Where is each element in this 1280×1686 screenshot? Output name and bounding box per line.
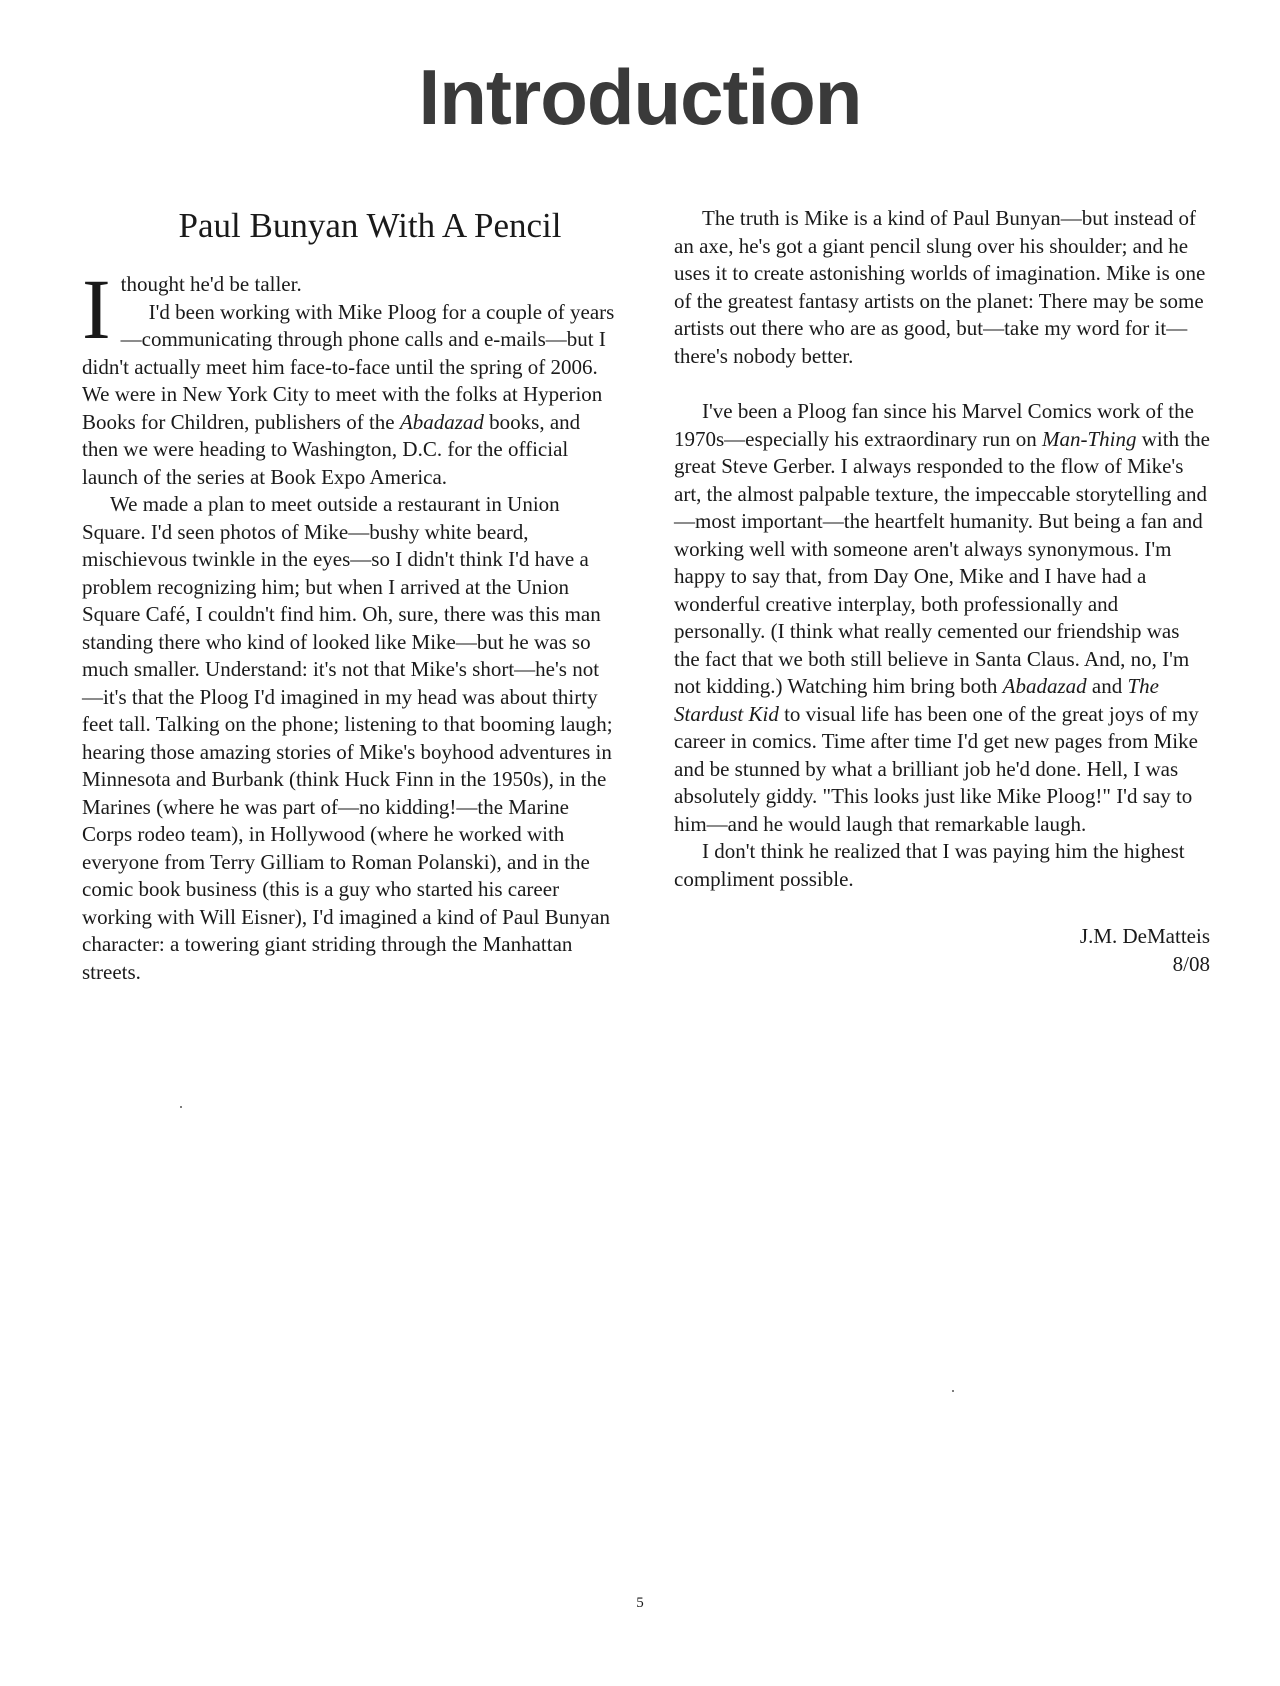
- paragraph-text: with the great Steve Gerber. I always responded to the flow of Mike's art, the almost palpable texture, the impeccable storytelling and—most important—the heartfelt humanity. But being a fan and working well with someone aren't always synonymous. I'm happy to say that, from Day One, Mike and I have had a wonderful creative interplay, both professionally and personally. (I think what really cemented our friendship was the fact that we both still believe in Santa Claus. And, no, I'm not kidding.) Watching him bring both: [674, 426, 1210, 698]
- page-title: Introduction: [418, 53, 862, 141]
- book-title: The Stardust Kid: [674, 674, 1159, 726]
- book-title: Abadazad: [1002, 674, 1087, 698]
- section-heading: Paul Bunyan With A Pencil: [178, 206, 562, 245]
- drop-cap: I: [82, 261, 111, 357]
- paragraph-text: books, and then we were heading to Washington, D.C. for the official launch of the series at Book Expo America.: [82, 409, 581, 489]
- signature: [674, 923, 1210, 978]
- paragraph-text: I'd been working with Mike Ploog for a couple of years—communicating through phone calls and e-mails—but I didn't actually meet him face-to-face until the spring of 2006. We were in New York City to meet with the folks at Hyperion Books for Children, publishers of the: [82, 299, 615, 434]
- scan-speck: [952, 1390, 954, 1392]
- author-name: J.M. DeMatteis: [1079, 924, 1210, 948]
- page-number: 5: [636, 1595, 644, 1611]
- book-title: Abadazad: [399, 409, 484, 434]
- paragraph-text: and: [1086, 674, 1128, 698]
- paragraph-text: to visual life has been one of the great joys of my career in comics. Time after time I'd get new pages from Mike and be stunned by what a brilliant job he'd done. Hell, I was absolutely giddy. "This looks just like Mike Ploog!" I'd say to him—and he would laugh that remarkable laugh.: [674, 701, 1199, 836]
- paragraph-ploog-fan: [674, 398, 1210, 838]
- right-column: [674, 205, 1210, 978]
- paragraph-truth: The truth is Mike is a kind of Paul Bunyan—but instead of an axe, he's got a giant pencil slung over his shoulder; and he uses it to create astonishing worlds of imagination. Mike is one of the greatest fantasy artists on the planet: There may be some artists out there who are as good, but—take my word for it—there's nobody better.: [674, 206, 1206, 368]
- paragraph-meeting: [82, 299, 618, 492]
- paragraph-union-square: We made a plan to meet outside a restaurant in Union Square. I'd seen photos of Mike—bushy white beard, mischievous twinkle in the eyes—so I didn't think I'd have a problem recognizing him; but when I arrived at the Union Square Café, I couldn't find him. Oh, sure, there was this man standing there who kind of looked like Mike—but he was so much smaller. Understand: it's not that Mike's short—he's not—it's that the Ploog I'd imagined in my head was about thirty feet tall. Talking on the phone; listening to that booming laugh; hearing those amazing stories of Mike's boyhood adventures in Minnesota and Burbank (think Huck Finn in the 1950s), in the Marines (where he was part of—no kidding!—the Marine Corps rodeo team), in Hollywood (where he worked with everyone from Terry Gilliam to Roman Polanski), and in the comic book business (this is a guy who started his career working with Will Eisner), I'd imagined a kind of Paul Bunyan character: a towering giant striding through the Manhattan streets.: [82, 492, 613, 984]
- signature-date: 8/08: [1172, 951, 1210, 976]
- left-column: [82, 205, 618, 986]
- paragraph-opening: [82, 261, 618, 357]
- paragraph-compliment: I don't think he realized that I was paying him the highest compliment possible.: [674, 839, 1185, 891]
- book-title: Man-Thing: [1042, 426, 1137, 451]
- opening-line: thought he'd be taller.: [120, 272, 302, 296]
- paragraph-text: I've been a Ploog fan since his Marvel Comics work of the 1970s—especially his extraordinary run on: [674, 399, 1194, 451]
- scan-speck: [180, 1106, 182, 1108]
